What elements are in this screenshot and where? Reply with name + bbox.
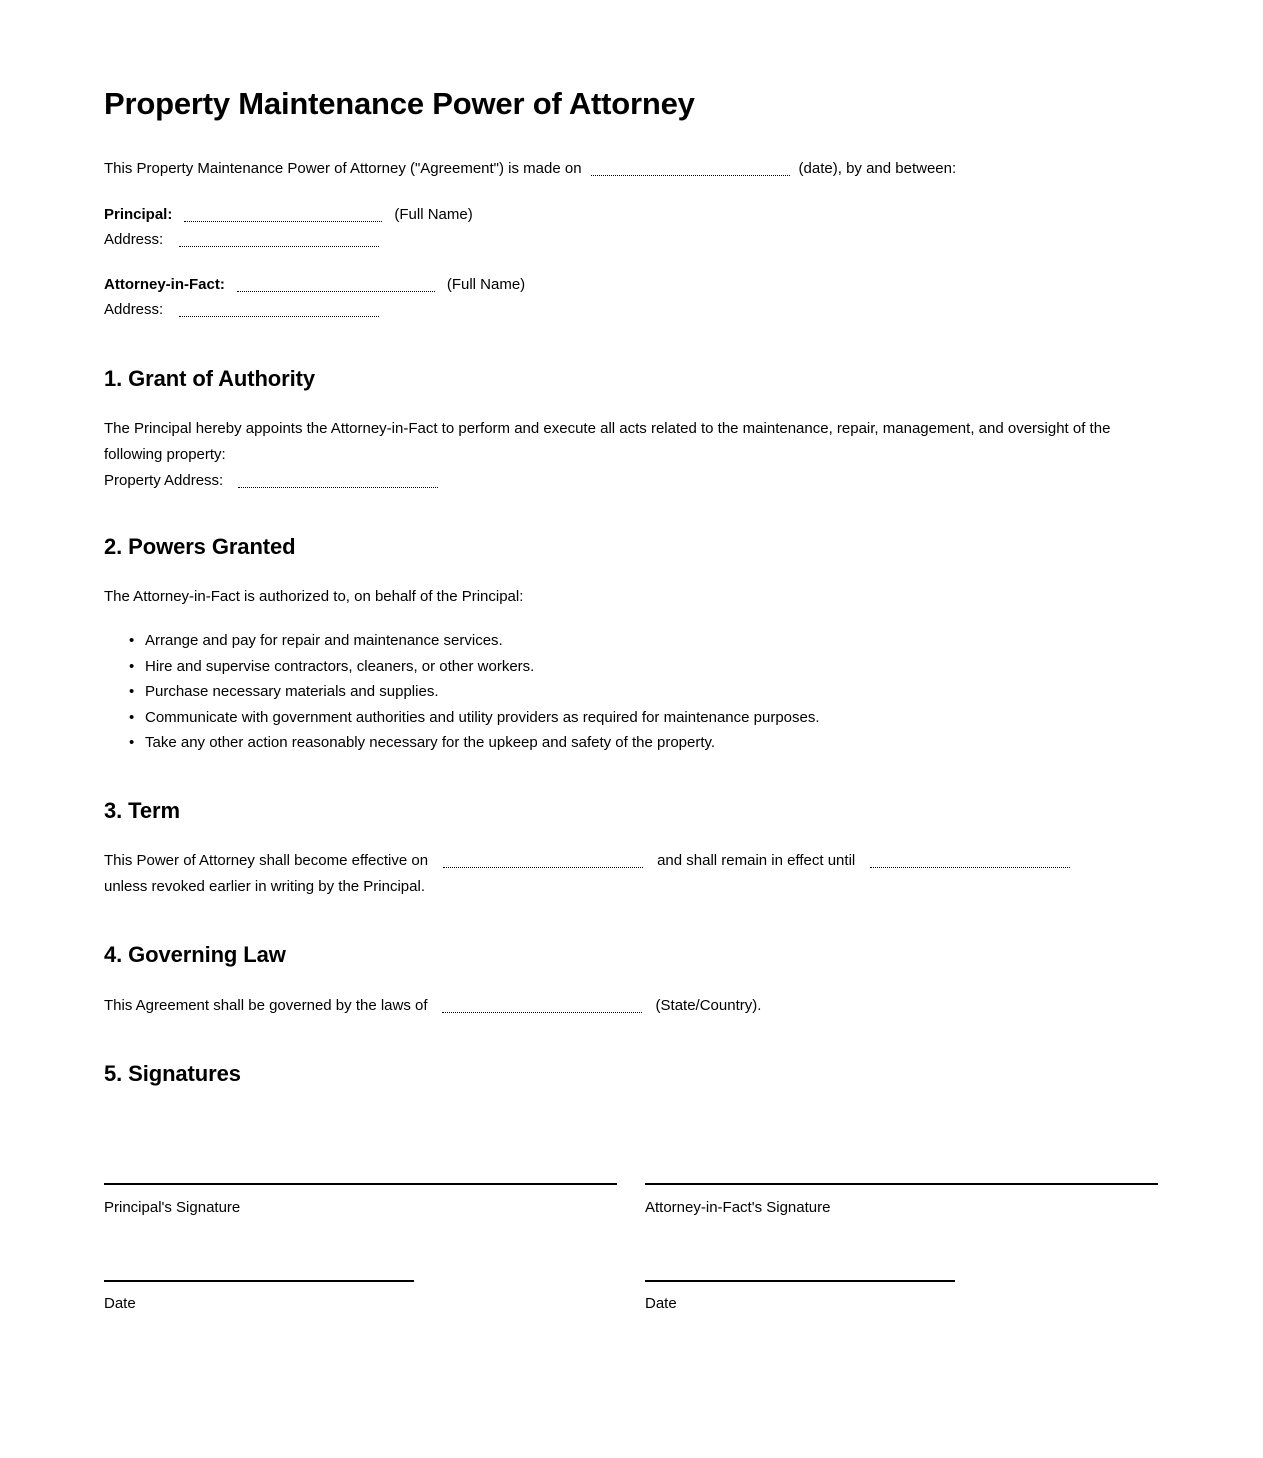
powers-list — [104, 628, 1158, 756]
section-heading-signatures: 5. Signatures — [104, 1060, 241, 1086]
page-title: Property Maintenance Power of Attorney — [104, 86, 695, 121]
attorney-in-fact-full-name-hint: (Full Name) — [446, 275, 526, 293]
principal-label: Principal: — [104, 205, 173, 223]
governing-law-text-before-blank: This Agreement shall be governed by the laws of — [104, 996, 428, 1014]
principal-name-blank-field[interactable] — [184, 206, 382, 222]
principal-address-blank-field[interactable] — [179, 231, 379, 247]
expiration-date-blank-field[interactable] — [870, 852, 1070, 868]
list-item: • Arrange and pay for repair and maintenance services. — [145, 628, 1158, 654]
attorney-in-fact-signature-caption: Attorney-in-Fact's Signature — [645, 1199, 831, 1217]
section-heading-governing-law: 4. Governing Law — [104, 942, 286, 968]
attorney-in-fact-name-row — [104, 272, 1158, 297]
term-paragraph — [104, 848, 1158, 900]
principal-date-line[interactable] — [104, 1280, 414, 1282]
term-text-after-blanks: unless revoked earlier in writing by the Principal. — [104, 878, 425, 896]
principal-name-row — [104, 202, 1158, 227]
principal-address-label: Address: — [104, 230, 164, 248]
attorney-in-fact-signature-line[interactable] — [645, 1183, 1158, 1185]
attorney-in-fact-signature-column — [645, 1183, 1158, 1315]
list-item: • Purchase necessary materials and supplies. — [145, 679, 1158, 705]
governing-law-paragraph — [104, 993, 1158, 1019]
powers-granted-lead-in: The Attorney-in-Fact is authorized to, on behalf of the Principal: — [104, 588, 524, 606]
principal-date-caption: Date — [104, 1295, 136, 1313]
attorney-in-fact-label: Attorney-in-Fact: — [104, 275, 225, 293]
principal-full-name-hint: (Full Name) — [394, 205, 473, 223]
intro-text-before-date: This Property Maintenance Power of Attorney ("Agreement") is made on — [104, 159, 582, 177]
intro-paragraph — [104, 156, 1158, 182]
property-address-row — [104, 468, 1158, 494]
list-item: • Hire and supervise contractors, cleaners, or other workers. — [145, 654, 1158, 680]
grant-of-authority-paragraph: The Principal hereby appoints the Attorney-in-Fact to perform and execute all acts related to the maintenance, repair, management, and oversight of the following property: — [104, 420, 1111, 464]
section-heading-term: 3. Term — [104, 797, 180, 823]
date-blank-field[interactable] — [591, 160, 790, 176]
list-item: • Take any other action reasonably necessary for the upkeep and safety of the property. — [145, 730, 1158, 756]
effective-date-blank-field[interactable] — [443, 852, 643, 868]
document-body — [104, 0, 1158, 1315]
property-address-label: Property Address: — [104, 472, 224, 490]
principal-signature-caption: Principal's Signature — [104, 1199, 241, 1217]
attorney-in-fact-date-caption: Date — [645, 1295, 677, 1313]
principal-signature-column — [104, 1183, 617, 1315]
property-address-blank-field[interactable] — [238, 472, 438, 488]
section-body-powers-granted — [104, 584, 1158, 756]
section-body-governing-law — [104, 993, 1158, 1019]
term-text-between-blanks: and shall remain in effect until — [657, 852, 856, 870]
section-body-term — [104, 848, 1158, 900]
attorney-in-fact-address-row — [104, 297, 1158, 322]
term-text-before-effective-date: This Power of Attorney shall become effective on — [104, 852, 429, 870]
section-heading-powers-granted: 2. Powers Granted — [104, 534, 296, 560]
principal-signature-line[interactable] — [104, 1183, 617, 1185]
attorney-in-fact-name-blank-field[interactable] — [237, 276, 435, 292]
signature-area — [104, 1183, 1158, 1315]
principal-address-row — [104, 227, 1158, 252]
attorney-in-fact-date-line[interactable] — [645, 1280, 955, 1282]
principal-block — [104, 202, 1158, 252]
list-item: • Communicate with government authorities and utility providers as required for maintenance purposes. — [145, 705, 1158, 731]
section-body-grant-of-authority — [104, 416, 1158, 494]
governing-law-text-after-blank: (State/Country). — [655, 996, 762, 1014]
intro-text-after-date: (date), by and between: — [798, 159, 957, 177]
attorney-in-fact-address-blank-field[interactable] — [179, 301, 379, 317]
section-heading-grant-of-authority: 1. Grant of Authority — [104, 365, 315, 391]
attorney-in-fact-address-label: Address: — [104, 300, 164, 318]
attorney-in-fact-block — [104, 272, 1158, 322]
governing-law-jurisdiction-blank-field[interactable] — [442, 997, 642, 1013]
